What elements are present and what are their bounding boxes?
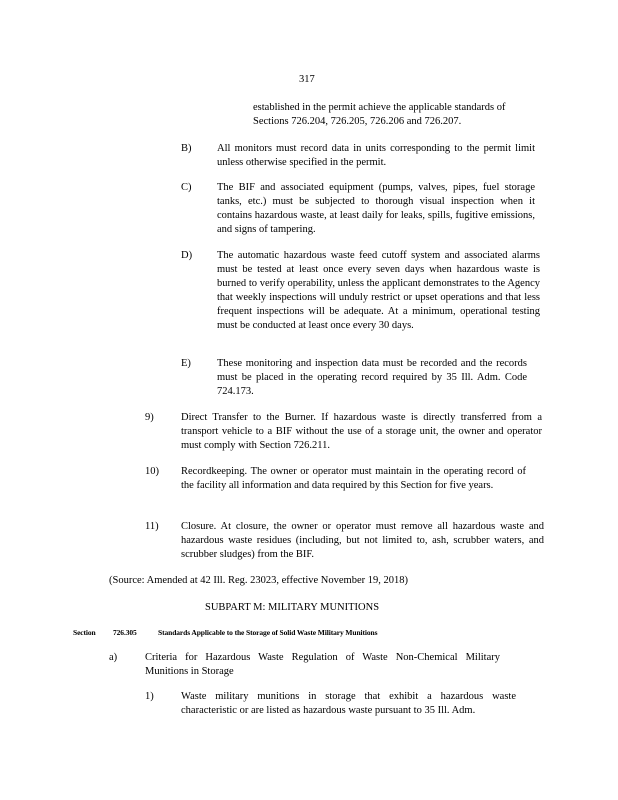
item-10-text: Recordkeeping. The owner or operator must maintain in the operating record of the facility all information and data required by this Section for five years. <box>181 466 526 491</box>
item-c-text: The BIF and associated equipment (pumps, valves, pipes, fuel storage tanks, etc.) must be subjected to thorough visual inspection when it contains hazardous waste, at least daily for leaks, spills, fugitive emissions, and signs of tampering. <box>217 182 535 235</box>
item-e-text: These monitoring and inspection data must be recorded and the records must be placed in the operating record required by 35 Ill. Adm. Code 724.173. <box>217 358 527 397</box>
item-a-label: a) <box>109 652 118 663</box>
item-b-label: B) <box>181 143 192 154</box>
item-d-text: The automatic hazardous waste feed cutoff system and associated alarms must be tested at least once every seven days when hazardous waste is burned to verify operability, unless the applicant demonstrates to the Agency that weekly inspections will unduly restrict or upset operations and that less frequent inspections will be adequate. At a minimum, operational testing must be conducted at least once every 30 days. <box>217 250 540 331</box>
section-number: 726.305 <box>113 628 137 637</box>
item-9-label: 9) <box>145 412 154 423</box>
item-e-label: E) <box>181 358 191 369</box>
section-word: Section <box>73 628 96 637</box>
source-note: (Source: Amended at 42 Ill. Reg. 23023, effective November 19, 2018) <box>109 575 408 586</box>
item-9-text: Direct Transfer to the Burner. If hazardous waste is directly transferred from a transport vehicle to a BIF without the use of a storage unit, the owner and operator must comply with Section 726.211. <box>181 412 542 451</box>
item-1-text: Waste military munitions in storage that exhibit a hazardous waste characteristic or are listed as hazardous waste pursuant to 35 Ill. Adm. <box>181 691 516 716</box>
item-d-label: D) <box>181 250 193 261</box>
item-11-label: 11) <box>145 521 159 532</box>
subpart-heading: SUBPART M: MILITARY MUNITIONS <box>205 602 380 613</box>
section-title: Standards Applicable to the Storage of Solid Waste Military Munitions <box>158 628 378 637</box>
item-11-text: Closure. At closure, the owner or operator must remove all hazardous waste and hazardous waste residues (including, but not limited to, ash, scrubber waters, and scrubber sludges) from the BIF. <box>181 521 544 560</box>
item-a-text: Criteria for Hazardous Waste Regulation of Waste Non-Chemical Military Munitions in Storage <box>145 652 500 677</box>
item-10-label: 10) <box>145 466 159 477</box>
item-c-label: C) <box>181 182 192 193</box>
item-1-label: 1) <box>145 691 154 702</box>
item-b-text: All monitors must record data in units corresponding to the permit limit unless otherwise specified in the permit. <box>217 143 535 168</box>
page-number: 317 <box>299 74 315 85</box>
continuation-text: established in the permit achieve the applicable standards of Sections 726.204, 726.205, 726.206 and 726.207. <box>253 102 506 127</box>
